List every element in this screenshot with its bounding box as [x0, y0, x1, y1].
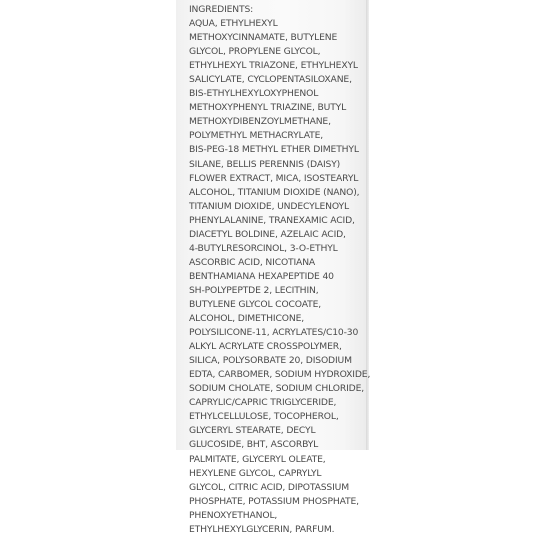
ingredient-line: SALICYLATE, CYCLOPENTASILOXANE,	[189, 74, 352, 86]
ingredient-line: SILANE, BELLIS PERENNIS (DAISY)	[189, 158, 341, 170]
ingredient-line: BIS-ETHYLHEXYLOXYPHENOL	[189, 88, 319, 100]
ingredient-line: EDTA, CARBOMER, SODIUM HYDROXIDE,	[189, 369, 371, 381]
ingredient-line: FLOWER EXTRACT, MICA, ISOSTEARYL	[189, 172, 359, 184]
ingredients-label	[189, 3, 369, 537]
ingredient-line: BUTYLENE GLYCOL COCOATE,	[189, 298, 322, 310]
ingredient-line: PHENYLALANINE, TRANEXAMIC ACID,	[189, 214, 355, 226]
ingredients-heading: INGREDIENTS:	[189, 4, 254, 15]
ingredient-line: BIS-PEG-18 METHYL ETHER DIMETHYL	[189, 144, 359, 156]
ingredient-line: GLYCOL, PROPYLENE GLYCOL,	[189, 46, 321, 58]
ingredient-line: PHOSPHATE, POTASSIUM PHOSPHATE,	[189, 495, 359, 507]
ingredient-line: ALKYL ACRYLATE CROSSPOLYMER,	[189, 341, 342, 353]
ingredient-line: SH-POLYPEPTDE 2, LECITHIN,	[189, 284, 319, 296]
ingredient-line: PALMITATE, GLYCERYL OLEATE,	[189, 453, 326, 465]
ingredient-line: GLYCERYL STEARATE, DECYL	[189, 425, 316, 437]
ingredient-line: GLUCOSIDE, BHT, ASCORBYL	[189, 439, 319, 451]
ingredient-line: AQUA, ETHYLHEXYL	[189, 18, 278, 30]
ingredient-line: POLYMETHYL METHACRYLATE,	[189, 130, 324, 142]
ingredient-line: ALCOHOL, DIMETHICONE,	[189, 313, 304, 325]
ingredient-line: METHOXYDIBENZOYLMETHANE,	[189, 116, 331, 128]
ingredient-line: DIACETYL BOLDINE, AZELAIC ACID,	[189, 228, 346, 240]
ingredient-line: ALCOHOL, TITANIUM DIOXIDE (NANO),	[189, 186, 360, 198]
ingredient-line: SILICA, POLYSORBATE 20, DISODIUM	[189, 355, 352, 367]
ingredient-line: HEXYLENE GLYCOL, CAPRYLYL	[189, 467, 322, 479]
ingredient-line: SODIUM CHOLATE, SODIUM CHLORIDE,	[189, 383, 364, 395]
ingredient-line: METHOXYPHENYL TRIAZINE, BUTYL	[189, 102, 347, 114]
ingredient-line: ETHYLHEXYLGLYCERIN, PARFUM.	[189, 523, 335, 535]
ingredient-line: BENTHAMIANA HEXAPEPTIDE 40	[189, 270, 334, 282]
ingredient-line: GLYCOL, CITRIC ACID, DIPOTASSIUM	[189, 481, 350, 493]
ingredient-line: POLYSILICONE-11, ACRYLATES/C10-30	[189, 327, 359, 339]
ingredient-line: 4-BUTYLRESORCINOL, 3-O-ETHYL	[189, 242, 338, 254]
ingredient-line: CAPRYLIC/CAPRIC TRIGLYCERIDE,	[189, 397, 337, 409]
ingredient-line: ETHYLHEXYL TRIAZONE, ETHYLHEXYL	[189, 60, 358, 72]
ingredient-line: METHOXYCINNAMATE, BUTYLENE	[189, 32, 338, 44]
ingredient-line: ASCORBIC ACID, NICOTIANA	[189, 256, 316, 268]
ingredient-line: PHENOXYETHANOL,	[189, 509, 278, 521]
ingredient-line: ETHYLCELLULOSE, TOCOPHEROL,	[189, 411, 339, 423]
ingredient-line: TITANIUM DIOXIDE, UNDECYLENOYL	[189, 200, 349, 212]
